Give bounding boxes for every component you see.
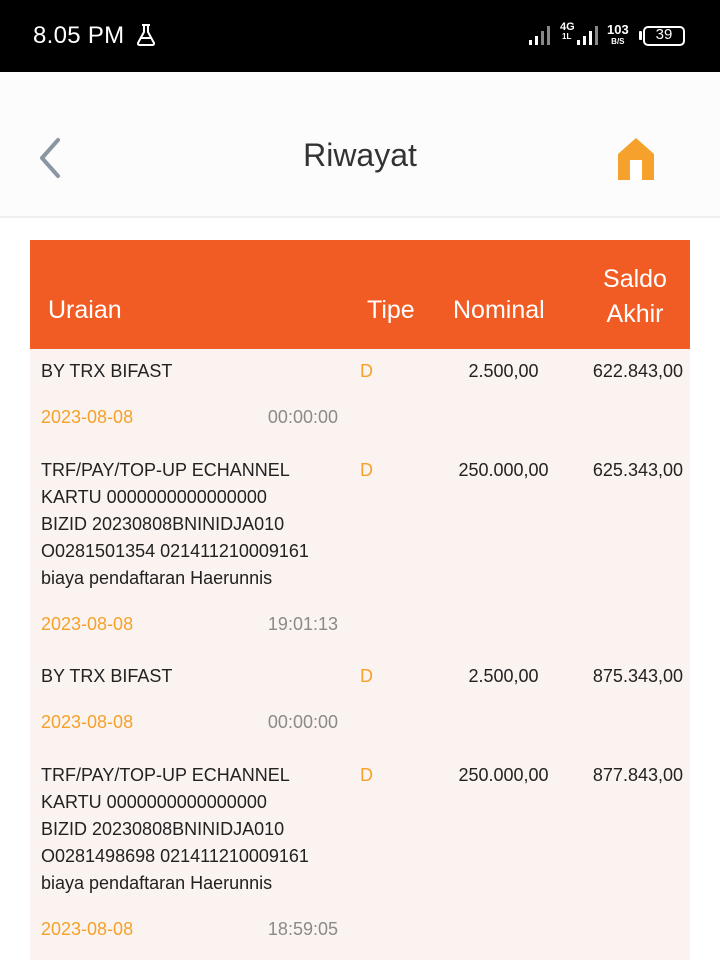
transaction-saldo: 875.343,00: [592, 666, 683, 686]
column-header-uraian: Uraian: [48, 296, 122, 324]
signal-icon: [528, 24, 552, 46]
flask-icon: [136, 24, 156, 46]
transaction-type: D: [360, 460, 373, 480]
battery-nub: [639, 31, 642, 40]
transaction-description: BY TRX BIFAST: [41, 361, 173, 381]
column-header-nominal: Nominal: [453, 296, 545, 324]
transaction-nominal: 250.000,00: [458, 765, 549, 785]
network-speed: 103 B/S: [607, 22, 629, 46]
page-title: Riwayat: [303, 137, 417, 173]
transaction-description: TRF/PAY/TOP-UP ECHANNEL KARTU 0000000000000000 BIZID 20230808BNINIDJA010 O0281501354 021411210009161 biaya pendaftaran Haerunnis: [41, 460, 309, 588]
transaction-date: 2023-08-08: [41, 919, 134, 939]
transaction-date: 2023-08-08: [41, 614, 134, 634]
column-header-tipe: Tipe: [367, 296, 415, 324]
transaction-date: 2023-08-08: [41, 407, 134, 427]
battery-icon: [643, 26, 685, 46]
transaction-nominal: 2.500,00: [468, 361, 539, 381]
battery-level: 39: [655, 26, 673, 43]
transaction-type: D: [360, 361, 373, 381]
transaction-nominal: 2.500,00: [468, 666, 539, 686]
status-time: 8.05 PM: [33, 22, 125, 49]
transaction-date: 2023-08-08: [41, 712, 134, 732]
transaction-saldo: 625.343,00: [592, 460, 683, 480]
transaction-description: BY TRX BIFAST: [41, 666, 173, 686]
transaction-nominal: 250.000,00: [458, 460, 549, 480]
history-table: [30, 240, 690, 960]
column-header-saldo-akhir: Saldo Akhir: [603, 265, 667, 328]
transaction-type: D: [360, 765, 373, 785]
transaction-time: 19:01:13: [267, 614, 338, 634]
transaction-time: 00:00:00: [267, 407, 338, 427]
table-header: [30, 240, 690, 349]
app-bar: [0, 72, 720, 218]
transaction-time: 18:59:05: [267, 919, 338, 939]
status-bar: [0, 0, 720, 72]
transaction-time: 00:00:00: [267, 712, 338, 732]
transaction-description: TRF/PAY/TOP-UP ECHANNEL KARTU 0000000000000000 BIZID 20230808BNINIDJA010 O0281498698 021411210009161 biaya pendaftaran Haerunnis: [41, 765, 309, 893]
history-content: [0, 218, 720, 951]
home-icon[interactable]: [612, 136, 660, 182]
transaction-saldo: 877.843,00: [592, 765, 683, 785]
transaction-saldo: 622.843,00: [592, 361, 683, 381]
signal-icon-2: [576, 24, 600, 46]
transaction-type: D: [360, 666, 373, 686]
network-type: 4G 1L: [560, 21, 575, 41]
